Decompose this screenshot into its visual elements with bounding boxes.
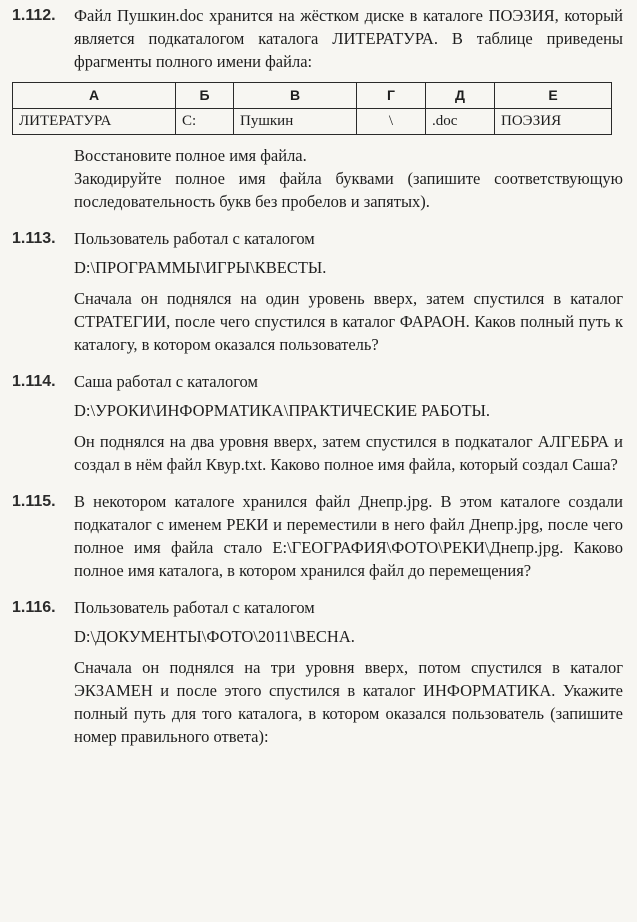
- problem-1-115: [12, 490, 623, 582]
- directory-path: D:\ДОКУМЕНТЫ\ФОТО\2011\ВЕСНА.: [74, 627, 355, 646]
- table-header: Г: [357, 83, 426, 109]
- problem-text: Он поднялся на два уровня вверх, затем спустился в подкаталог АЛГЕБРА и создал в нём файл Квур.txt. Каково полное имя файла, который создал Саша?: [74, 432, 623, 474]
- table-cell: .doc: [426, 109, 495, 135]
- problem-text: Пользователь работал с каталогом: [74, 598, 315, 617]
- problem-1-116: [12, 596, 623, 748]
- directory-path: D:\УРОКИ\ИНФОРМАТИКА\ПРАКТИЧЕСКИЕ РАБОТЫ.: [74, 401, 491, 420]
- problem-text: Пользователь работал с каталогом: [74, 229, 315, 248]
- problem-1-112: [12, 4, 623, 213]
- problem-text: Саша работал с каталогом: [74, 372, 258, 391]
- problem-number: 1.115.: [12, 493, 56, 510]
- table-header-row: [13, 83, 612, 109]
- problem-number: 1.113.: [12, 230, 56, 247]
- problem-text: В некотором каталоге хранился файл Днепр.jpg. В этом каталоге создали подкаталог с именем РЕКИ и переместили в него файл Днепр.jpg, после чего полное имя файла стало E:\ГЕОГРАФИЯ\ФОТО\РЕКИ\Днепр.jpg. Каково полное имя каталога, в котором хранился файл до перемещения?: [74, 492, 623, 580]
- table-cell: ПОЭЗИЯ: [495, 109, 612, 135]
- problem-number: 1.112.: [12, 7, 56, 24]
- table-header: Е: [495, 83, 612, 109]
- table-row: [13, 109, 612, 135]
- table-header: А: [13, 83, 176, 109]
- problem-1-113: [12, 227, 623, 356]
- problem-text: Восстановите полное имя файла.: [74, 146, 307, 165]
- problem-text: Сначала он поднялся на один уровень вверх, затем спустился в каталог СТРАТЕГИИ, после чего спустился в каталог ФАРАОН. Каков полный путь к каталогу, в котором оказался пользователь?: [74, 289, 623, 354]
- problem-number: 1.116.: [12, 599, 56, 616]
- table-header: В: [234, 83, 357, 109]
- fragments-table: [12, 82, 612, 135]
- table-cell: ЛИТЕРАТУРА: [13, 109, 176, 135]
- problem-text: Файл Пушкин.doc хранится на жёстком диске в каталоге ПОЭЗИЯ, который является подкаталогом каталога ЛИТЕРАТУРА. В таблице приведены фрагменты полного имени файла:: [74, 6, 623, 71]
- table-cell: \: [357, 109, 426, 135]
- table-cell: Пушкин: [234, 109, 357, 135]
- problem-number: 1.114.: [12, 373, 56, 390]
- problem-text: Закодируйте полное имя файла буквами (запишите соответствующую последовательность букв без пробелов и запятых).: [74, 169, 623, 211]
- table-header: Д: [426, 83, 495, 109]
- table-header: Б: [176, 83, 234, 109]
- problem-1-114: [12, 370, 623, 476]
- directory-path: D:\ПРОГРАММЫ\ИГРЫ\КВЕСТЫ.: [74, 258, 327, 277]
- problem-text: Сначала он поднялся на три уровня вверх, потом спустился в каталог ЭКЗАМЕН и после этого спустился в каталог ИНФОРМАТИКА. Укажите полный путь для того каталога, в котором оказался пользователь (запишите номер правильного ответа):: [74, 658, 623, 746]
- table-cell: С:: [176, 109, 234, 135]
